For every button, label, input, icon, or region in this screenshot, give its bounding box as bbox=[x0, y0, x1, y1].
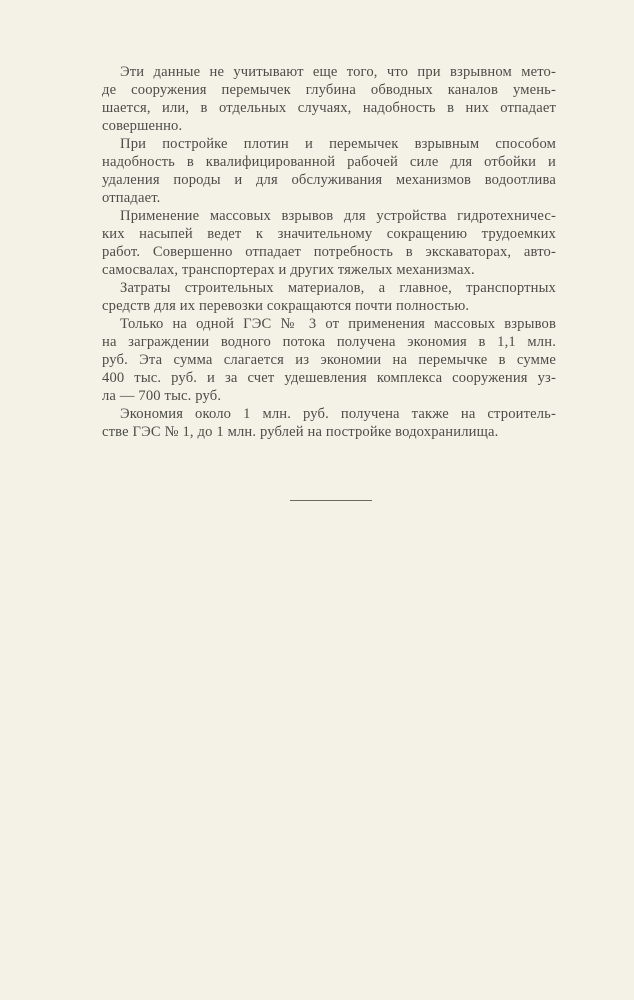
section-divider bbox=[290, 500, 372, 501]
paragraph bbox=[102, 135, 556, 207]
paragraph bbox=[102, 63, 556, 135]
text-line: отпадает. bbox=[102, 190, 161, 206]
paragraph bbox=[102, 207, 556, 279]
text-line: ла — 700 тыс. руб. bbox=[102, 388, 222, 404]
text-line: работ. Совершенно отпадает потребность в экскаваторах, авто- bbox=[102, 244, 556, 260]
text-line: удаления породы и для обслуживания механизмов водоотлива bbox=[102, 172, 556, 188]
body-text bbox=[102, 63, 556, 441]
text-line: де сооружения перемычек глубина обводных каналов умень- bbox=[102, 82, 556, 98]
text-line: на заграждении водного потока получена экономия в 1,1 млн. bbox=[102, 334, 556, 350]
text-line: ких насыпей ведет к значительному сокращению трудоемких bbox=[102, 226, 556, 242]
text-line: Эти данные не учитывают еще того, что при взрывном мето- bbox=[120, 64, 556, 80]
text-line: надобность в квалифицированной рабочей силе для отбойки и bbox=[102, 154, 556, 170]
text-line: При постройке плотин и перемычек взрывным способом bbox=[120, 136, 556, 152]
paragraph bbox=[102, 405, 556, 441]
text-line: 400 тыс. руб. и за счет удешевления комплекса сооружения уз- bbox=[102, 370, 556, 386]
text-line: шается, или, в отдельных случаях, надобность в них отпадает bbox=[102, 100, 556, 116]
paragraph bbox=[102, 279, 556, 315]
text-line: Экономия около 1 млн. руб. получена также на строитель- bbox=[120, 406, 556, 422]
text-line: средств для их перевозки сокращаются почти полностью. bbox=[102, 298, 470, 314]
text-line: Только на одной ГЭС № 3 от применения массовых взрывов bbox=[120, 316, 556, 332]
text-line: самосвалах, транспортерах и других тяжелых механизмах. bbox=[102, 262, 475, 278]
paragraph bbox=[102, 315, 556, 405]
text-line: стве ГЭС № 1, до 1 млн. рублей на постройке водохранилища. bbox=[102, 424, 499, 440]
text-line: руб. Эта сумма слагается из экономии на перемычке в сумме bbox=[102, 352, 556, 368]
text-line: Затраты строительных материалов, а главное, транспортных bbox=[120, 280, 556, 296]
text-line: Применение массовых взрывов для устройства гидротехничес- bbox=[120, 208, 556, 224]
text-line: совершенно. bbox=[102, 118, 183, 134]
